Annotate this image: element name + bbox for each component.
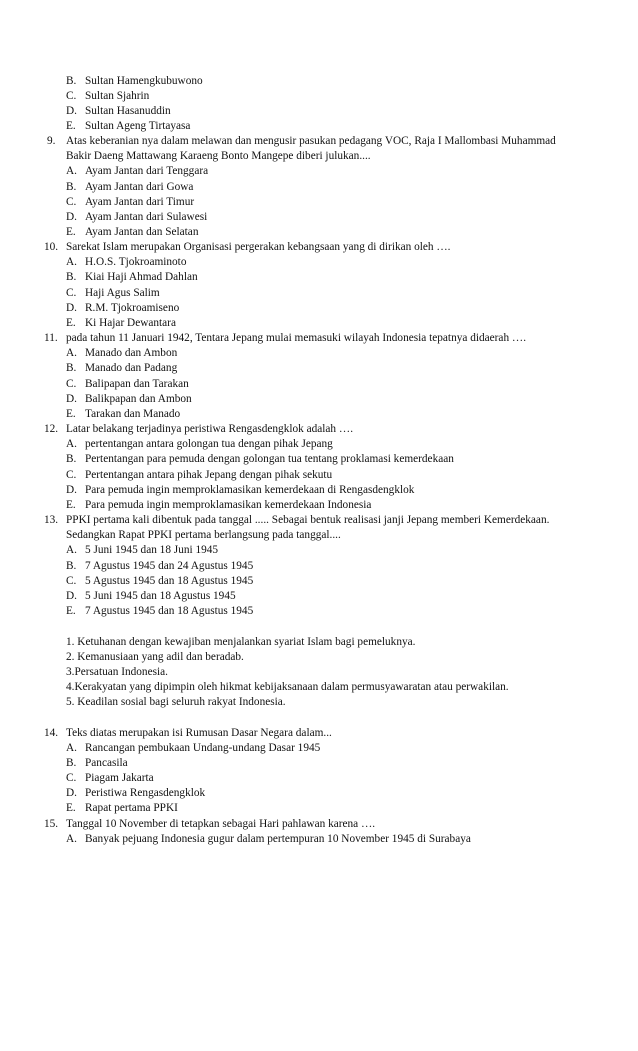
option-b: B. Pertentangan para pemuda dengan golongan tua tentang proklamasi kemerdekaan	[66, 453, 454, 465]
passage-line: 4.Kerakyatan yang dipimpin oleh hikmat kebijaksanaan dalam permusyawaratan atau perwakilan.	[66, 681, 509, 693]
question-10: 10. Sarekat Islam merupakan Organisasi pergerakan kebangsaan yang di dirikan oleh ….	[44, 241, 451, 253]
option-c: C. Haji Agus Salim	[66, 287, 160, 299]
option-e: E. Rapat pertama PPKI	[66, 802, 178, 814]
option-d: D. Peristiwa Rengasdengklok	[66, 787, 206, 799]
option-c: C. Piagam Jakarta	[66, 772, 154, 784]
option-d: D. Balikpapan dan Ambon	[66, 393, 192, 405]
option-d: D. Sultan Hasanuddin	[66, 105, 171, 117]
question-11: 11. pada tahun 11 Januari 1942, Tentara Jepang mulai memasuki wilayah Indonesia tepatnya didaerah ….	[44, 332, 527, 344]
option-a: A. pertentangan antara golongan tua dengan pihak Jepang	[66, 438, 333, 450]
option-b: B. Sultan Hamengkubuwono	[66, 75, 203, 87]
option-c: C. Sultan Sjahrin	[66, 90, 150, 102]
option-b: B. Kiai Haji Ahmad Dahlan	[66, 271, 198, 283]
option-a: A. Rancangan pembukaan Undang-undang Dasar 1945	[66, 742, 321, 754]
option-d: D. 5 Juni 1945 dan 18 Agustus 1945	[66, 590, 236, 602]
option-c: C. 5 Agustus 1945 dan 18 Agustus 1945	[66, 575, 254, 587]
option-b: B. 7 Agustus 1945 dan 24 Agustus 1945	[66, 560, 254, 572]
question-9-continuation: Bakir Daeng Mattawang Karaeng Bonto Mangepe diberi julukan....	[66, 150, 371, 162]
option-a: A. 5 Juni 1945 dan 18 Juni 1945	[66, 544, 219, 556]
option-c: C. Pertentangan antara pihak Jepang dengan pihak sekutu	[66, 469, 333, 481]
option-a: A. Manado dan Ambon	[66, 347, 178, 359]
option-e: E. Ki Hajar Dewantara	[66, 317, 176, 329]
passage-line: 5. Keadilan sosial bagi seluruh rakyat Indonesia.	[66, 696, 286, 708]
option-b: B. Pancasila	[66, 757, 128, 769]
question-12: 12. Latar belakang terjadinya peristiwa Rengasdengklok adalah ….	[44, 423, 354, 435]
option-c: C. Ayam Jantan dari Timur	[66, 196, 195, 208]
option-c: C. Balipapan dan Tarakan	[66, 378, 189, 390]
option-e: E. 7 Agustus 1945 dan 18 Agustus 1945	[66, 605, 254, 617]
option-e: E. Ayam Jantan dan Selatan	[66, 226, 199, 238]
option-e: E. Para pemuda ingin memproklamasikan kemerdekaan Indonesia	[66, 499, 372, 511]
question-13-continuation: Sedangkan Rapat PPKI pertama berlangsung pada tanggal....	[66, 529, 341, 541]
option-a: A. Banyak pejuang Indonesia gugur dalam pertempuran 10 November 1945 di Surabaya	[66, 833, 471, 845]
passage-line: 1. Ketuhanan dengan kewajiban menjalankan syariat Islam bagi pemeluknya.	[66, 636, 416, 648]
option-a: A. H.O.S. Tjokroaminoto	[66, 256, 187, 268]
option-b: B. Ayam Jantan dari Gowa	[66, 181, 194, 193]
passage-line: 2. Kemanusiaan yang adil dan beradab.	[66, 651, 244, 663]
option-d: D. R.M. Tjokroamiseno	[66, 302, 180, 314]
question-13: 13. PPKI pertama kali dibentuk pada tanggal ..... Sebagai bentuk realisasi janji Jepang memberi Kemerdekaan.	[44, 514, 550, 526]
option-d: D. Ayam Jantan dari Sulawesi	[66, 211, 208, 223]
option-d: D. Para pemuda ingin memproklamasikan kemerdekaan di Rengasdengklok	[66, 484, 415, 496]
question-15: 15. Tanggal 10 November di tetapkan sebagai Hari pahlawan karena ….	[44, 818, 376, 830]
question-14: 14. Teks diatas merupakan isi Rumusan Dasar Negara dalam...	[44, 727, 332, 739]
option-b: B. Manado dan Padang	[66, 362, 178, 374]
option-e: E. Tarakan dan Manado	[66, 408, 181, 420]
option-a: A. Ayam Jantan dari Tenggara	[66, 165, 209, 177]
option-e: E. Sultan Ageng Tirtayasa	[66, 120, 191, 132]
question-9: 9. Atas keberanian nya dalam melawan dan mengusir pasukan pedagang VOC, Raja I Mallombasi Muhammad	[47, 135, 556, 147]
passage-line: 3.Persatuan Indonesia.	[66, 666, 168, 678]
